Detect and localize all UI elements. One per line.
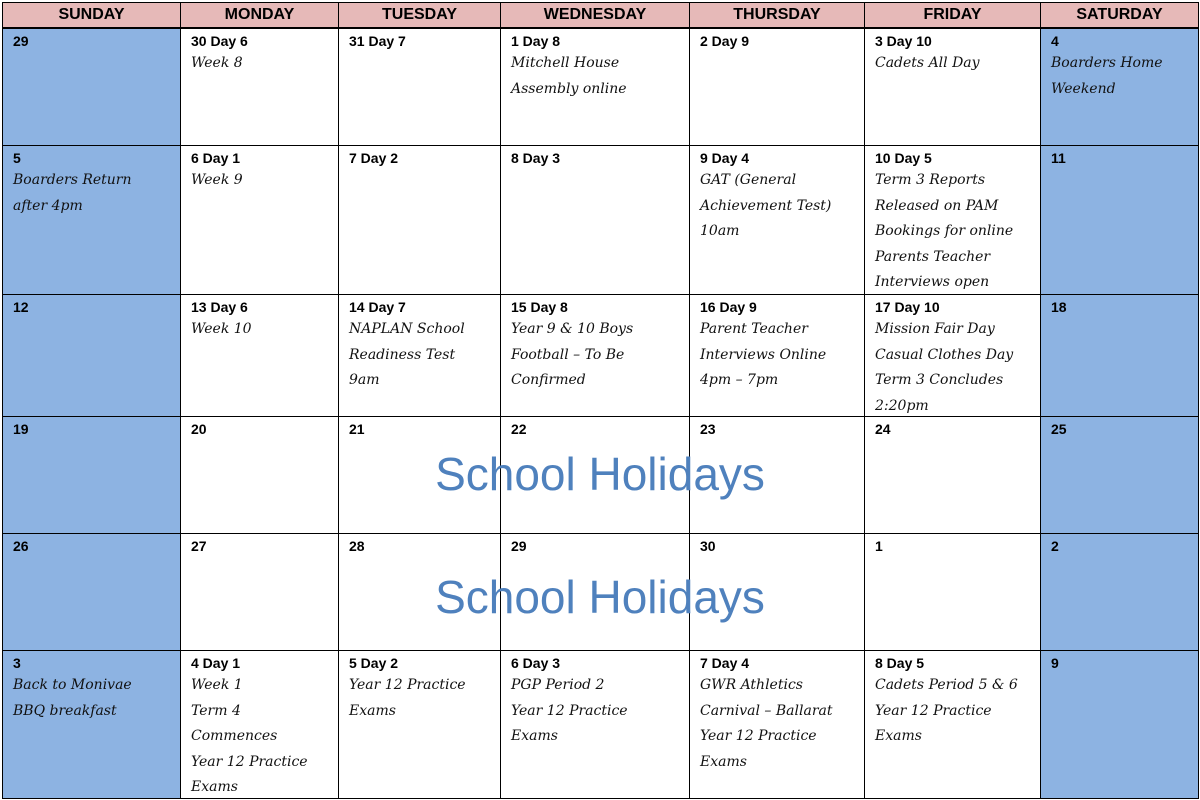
day-number: 14 Day 7 [349, 299, 406, 315]
day-number: 8 Day 5 [875, 655, 925, 671]
day-cell[interactable] [180, 145, 339, 295]
day-cell[interactable] [338, 294, 501, 417]
day-number: 27 [191, 538, 207, 554]
day-cell[interactable] [2, 145, 181, 295]
day-events: Mitchell House Assembly online [511, 55, 627, 97]
day-events: Week 1 Term 4 Commences Year 12 Practice Exams [191, 677, 308, 795]
header-tuesday: TUESDAY [338, 2, 501, 28]
day-events: Year 12 Practice Exams [349, 677, 466, 719]
day-cell[interactable] [689, 145, 865, 295]
day-number: 1 Day 8 [511, 33, 561, 49]
day-number: 9 [1051, 655, 1059, 671]
day-cell[interactable] [338, 650, 501, 799]
day-number: 29 [13, 33, 29, 49]
day-cell[interactable] [180, 533, 339, 651]
day-cell[interactable] [689, 294, 865, 417]
day-number: 6 Day 3 [511, 655, 561, 671]
day-events: PGP Period 2 Year 12 Practice Exams [511, 677, 628, 744]
day-number: 5 Day 2 [349, 655, 399, 671]
day-number: 1 [875, 538, 883, 554]
day-number: 8 Day 3 [511, 150, 561, 166]
day-cell[interactable] [864, 650, 1041, 799]
header-sunday: SUNDAY [2, 2, 181, 28]
day-number: 17 Day 10 [875, 299, 940, 315]
day-cell[interactable] [500, 28, 690, 146]
day-events: Parent Teacher Interviews Online 4pm – 7pm [700, 321, 827, 388]
day-cell[interactable] [500, 650, 690, 799]
day-events: Cadets All Day [875, 55, 980, 71]
day-number: 29 [511, 538, 527, 554]
day-events: Back to Monivae BBQ breakfast [13, 677, 132, 719]
day-number: 15 Day 8 [511, 299, 568, 315]
day-number: 19 [13, 421, 29, 437]
day-cell[interactable] [500, 416, 690, 534]
day-number: 23 [700, 421, 716, 437]
day-number: 31 Day 7 [349, 33, 406, 49]
day-number: 16 Day 9 [700, 299, 757, 315]
day-cell[interactable] [864, 294, 1041, 417]
day-cell[interactable] [2, 416, 181, 534]
day-events: GAT (General Achievement Test) 10am [700, 172, 832, 239]
day-number: 21 [349, 421, 365, 437]
day-number: 13 Day 6 [191, 299, 248, 315]
day-events: Boarders Home Weekend [1051, 55, 1163, 97]
day-events: Week 10 [191, 321, 252, 337]
header-monday: MONDAY [180, 2, 339, 28]
day-cell[interactable] [689, 416, 865, 534]
day-cell[interactable] [180, 416, 339, 534]
day-cell[interactable] [2, 28, 181, 146]
day-number: 30 [700, 538, 716, 554]
school-holidays-label-week4: School Holidays [435, 448, 765, 500]
header-wednesday: WEDNESDAY [500, 2, 690, 28]
day-cell[interactable] [864, 416, 1041, 534]
day-cell[interactable] [180, 294, 339, 417]
day-cell[interactable] [1040, 145, 1199, 295]
day-events: Mission Fair Day Casual Clothes Day Term 3 Concludes 2:20pm [875, 321, 1014, 414]
day-number: 5 [13, 150, 21, 166]
day-events: Cadets Period 5 & 6 Year 12 Practice Exams [875, 677, 1018, 744]
day-cell[interactable] [2, 294, 181, 417]
day-cell[interactable] [500, 145, 690, 295]
day-cell[interactable] [2, 650, 181, 799]
day-events: Week 8 [191, 55, 243, 71]
day-cell[interactable] [180, 650, 339, 799]
day-cell[interactable] [689, 650, 865, 799]
day-events: Year 9 & 10 Boys Football – To Be Confirmed [511, 321, 634, 388]
day-cell[interactable] [1040, 294, 1199, 417]
day-number: 12 [13, 299, 29, 315]
day-number: 6 Day 1 [191, 150, 241, 166]
day-number: 24 [875, 421, 891, 437]
header-friday: FRIDAY [864, 2, 1041, 28]
day-events: NAPLAN School Readiness Test 9am [349, 321, 465, 388]
day-number: 28 [349, 538, 365, 554]
header-saturday: SATURDAY [1040, 2, 1199, 28]
day-number: 4 Day 1 [191, 655, 241, 671]
day-number: 18 [1051, 299, 1067, 315]
day-events: Week 9 [191, 172, 243, 188]
header-thursday: THURSDAY [689, 2, 865, 28]
day-events: GWR Athletics Carnival – Ballarat Year 12 Practice Exams [700, 677, 833, 770]
day-number: 3 Day 10 [875, 33, 932, 49]
day-cell[interactable] [338, 416, 501, 534]
day-number: 3 [13, 655, 21, 671]
day-cell[interactable] [500, 294, 690, 417]
day-number: 2 Day 9 [700, 33, 750, 49]
day-cell[interactable] [864, 145, 1041, 295]
day-cell[interactable] [2, 533, 181, 651]
day-number: 20 [191, 421, 207, 437]
day-cell[interactable] [689, 28, 865, 146]
day-cell[interactable] [1040, 416, 1199, 534]
day-cell[interactable] [500, 533, 690, 651]
day-cell[interactable] [180, 28, 339, 146]
day-cell[interactable] [1040, 650, 1199, 799]
day-number: 2 [1051, 538, 1059, 554]
day-events: Term 3 Reports Released on PAM Bookings for online Parents Teacher Interviews open [875, 172, 1014, 290]
day-number: 30 Day 6 [191, 33, 248, 49]
day-cell[interactable] [338, 533, 501, 651]
day-cell[interactable] [864, 533, 1041, 651]
day-cell[interactable] [864, 28, 1041, 146]
day-cell[interactable] [338, 145, 501, 295]
day-number: 4 [1051, 33, 1059, 49]
day-number: 26 [13, 538, 29, 554]
day-cell[interactable] [1040, 533, 1199, 651]
day-number: 7 Day 2 [349, 150, 399, 166]
day-number: 7 Day 4 [700, 655, 750, 671]
day-number: 9 Day 4 [700, 150, 750, 166]
day-number: 22 [511, 421, 527, 437]
day-events: Boarders Return after 4pm [13, 172, 132, 214]
day-number: 10 Day 5 [875, 150, 932, 166]
day-cell[interactable] [689, 533, 865, 651]
day-cell[interactable] [1040, 28, 1199, 146]
school-holidays-label-week5: School Holidays [435, 571, 765, 623]
day-number: 25 [1051, 421, 1067, 437]
day-cell[interactable] [338, 28, 501, 146]
day-number: 11 [1051, 150, 1066, 166]
